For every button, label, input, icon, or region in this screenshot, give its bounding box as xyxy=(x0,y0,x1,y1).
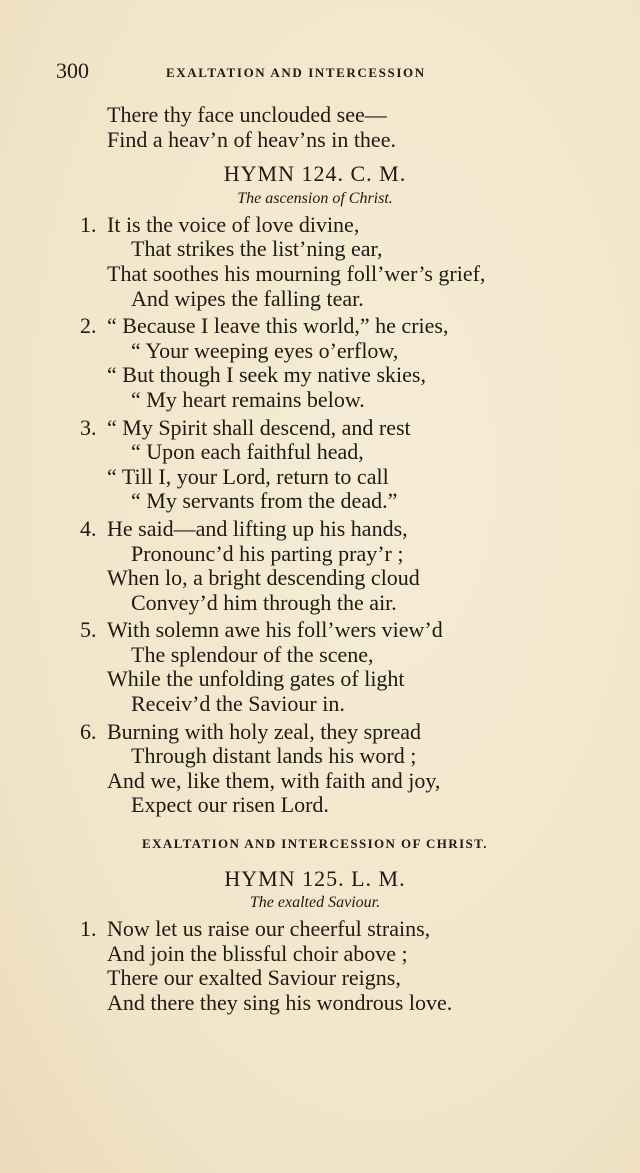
stanza xyxy=(80,618,550,716)
hymn-125-title: HYMN 125. L. M. xyxy=(224,865,406,891)
verse-line: “ But though I seek my native skies, xyxy=(107,362,426,388)
hymn-125-subtitle: The exalted Saviour. xyxy=(249,894,381,912)
stanza xyxy=(80,917,550,1015)
verse-line: It is the voice of love divine, xyxy=(107,211,360,237)
stanza xyxy=(80,416,550,514)
stanza-number: 1. xyxy=(80,211,97,237)
verse-line: “ My servants from the dead.” xyxy=(131,488,398,514)
hymn-124-title: HYMN 124. C. M. xyxy=(223,161,407,187)
verse-line: Expect our risen Lord. xyxy=(131,792,329,818)
stanza-number: 1. xyxy=(80,916,97,942)
verse-line: And there they sing his wondrous love. xyxy=(107,990,453,1015)
verse-line: Find a heav’n of heav’ns in thee. xyxy=(107,126,396,152)
verse-line: Through distant lands his word ; xyxy=(131,743,417,769)
stanza-number: 3. xyxy=(80,414,97,440)
verse-line: He said—and lifting up his hands, xyxy=(107,515,408,541)
stanza xyxy=(80,314,550,412)
verse-line: When lo, a bright descending cloud xyxy=(107,565,420,591)
stanza xyxy=(80,720,550,818)
verse-line: Receiv’d the Saviour in. xyxy=(131,691,345,717)
verse-line: There thy face unclouded see— xyxy=(107,102,387,127)
stanza-number: 2. xyxy=(80,313,97,339)
verse-line: “ Because I leave this world,” he cries, xyxy=(107,313,449,339)
verse-line: “ Upon each faithful head, xyxy=(131,439,364,465)
verse-line: Pronounc’d his parting pray’r ; xyxy=(131,540,404,566)
stanza-number: 5. xyxy=(80,617,97,643)
verse-line: Now let us raise our cheerful strains, xyxy=(107,916,431,942)
running-title: EXALTATION AND INTERCESSION xyxy=(166,65,426,80)
stanza xyxy=(80,517,550,615)
verse-line: Convey’d him through the air. xyxy=(131,589,397,615)
body-text xyxy=(80,100,550,1016)
verse-line: “ My heart remains below. xyxy=(131,386,365,412)
running-head xyxy=(56,58,476,86)
verse-line: The splendour of the scene, xyxy=(131,641,374,667)
verse-line: And we, like them, with faith and joy, xyxy=(107,767,441,793)
section-heading: EXALTATION AND INTERCESSION OF CHRIST. xyxy=(142,836,488,852)
opening-lines xyxy=(80,103,550,152)
verse-line: That strikes the list’ning ear, xyxy=(131,236,383,262)
verse-line: While the unfolding gates of light xyxy=(107,666,405,692)
verse-line: There our exalted Saviour reigns, xyxy=(107,965,401,991)
verse-line: Burning with holy zeal, they spread xyxy=(107,718,422,744)
verse-line: “ My Spirit shall descend, and rest xyxy=(107,414,411,440)
page-number: 300 xyxy=(56,58,89,83)
stanza-number: 6. xyxy=(80,718,97,744)
stanza xyxy=(80,213,550,311)
verse-line: “ Your weeping eyes o’erflow, xyxy=(131,337,399,363)
verse-line: And join the blissful choir above ; xyxy=(107,940,408,966)
verse-line: That soothes his mourning foll’wer’s grief, xyxy=(107,260,486,286)
verse-line: “ Till I, your Lord, return to call xyxy=(107,463,389,489)
stanza-number: 4. xyxy=(80,515,97,541)
verse-line: With solemn awe his foll’wers view’d xyxy=(107,617,443,643)
hymn-124-subtitle: The ascension of Christ. xyxy=(237,189,393,207)
verse-line: And wipes the falling tear. xyxy=(131,285,364,311)
